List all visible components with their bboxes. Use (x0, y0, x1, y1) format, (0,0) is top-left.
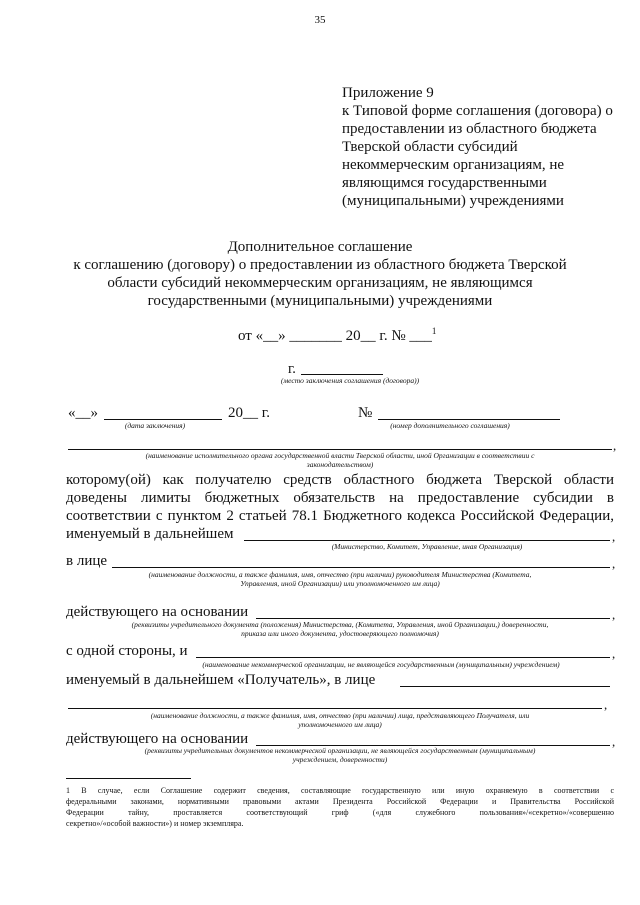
date-caption: (дата заключения) (124, 421, 186, 430)
appendix-line: некоммерческим организациям, не (342, 157, 565, 173)
basis-one-label: действующего на основании (66, 604, 249, 620)
date-year: 20__ г. (228, 405, 270, 421)
comma: , (612, 646, 616, 661)
agreement-number-line (238, 326, 436, 345)
comma: , (612, 734, 616, 749)
recipient-person-field-continued[interactable] (68, 708, 602, 709)
recipient-label: именуемый в дальнейшем «Получатель», в лице (66, 672, 376, 688)
basis-two-label: действующего на основании (66, 731, 249, 747)
title-line: Дополнительное соглашение (227, 239, 413, 255)
side-one-caption: (наименование некоммерческой организации, не являющейся государственным (муниципальным) учреждением) (202, 660, 560, 669)
comma: , (604, 697, 608, 712)
place-field[interactable] (301, 374, 383, 375)
comma: , (612, 556, 616, 571)
caption-line: (наименование должности, а также фамилия, имя, отчество (при наличии) лица, представляющего Получателя, или (150, 711, 530, 720)
basis-one-field[interactable] (256, 618, 610, 619)
caption-line: уполномоченного им лица) (298, 720, 382, 729)
title-line: области субсидий некоммерческим организациям, не являющимся (107, 275, 533, 291)
paragraph-line: которому(ой) как получателю средств областного бюджета Тверской области (66, 472, 614, 488)
caption-line: (наименование исполнительного органа государственной власти Тверской области, иной Организации в соответствии с (145, 451, 535, 460)
basis-two-caption (66, 746, 614, 764)
agreement-number-field[interactable] (378, 419, 560, 420)
caption-line: Управления, иной Организации) или уполномоченного им лица) (240, 579, 440, 588)
authority-field[interactable] (68, 449, 612, 450)
paragraph-line: соответствии с пунктом 2 статьей 78.1 Бюджетного кодекса Российской Федерации, (66, 508, 614, 524)
date-field[interactable] (104, 419, 222, 420)
caption-line: (реквизиты учредительных документов некоммерческой организации, не являющейся государственным (муниципальным) (144, 746, 536, 755)
appendix-line: к Типовой форме соглашения (договора) о (342, 103, 613, 119)
appendix-line: (муниципальными) учреждениями (342, 193, 564, 209)
named-caption: (Министерство, Комитет, Управление, иная Организация) (331, 542, 523, 551)
footnote (66, 785, 614, 829)
comma: , (612, 607, 616, 622)
recipient-person-field[interactable] (400, 686, 610, 687)
named-label: именуемый в дальнейшем (66, 526, 234, 542)
caption-line: приказа или иного документа, удостоверяющего полномочия) (241, 629, 439, 638)
authority-caption (66, 451, 614, 469)
title-line: государственными (муниципальными) учреждениями (147, 293, 493, 309)
caption-line: (наименование должности, а также фамилия, имя, отчество (при наличии) руководителя Министерства (Комитета, (148, 570, 532, 579)
organization-field[interactable] (196, 657, 610, 658)
basis-one-caption (66, 620, 614, 638)
appendix-line: предоставлении из областного бюджета (342, 121, 597, 137)
date-day-quote: «__» (68, 405, 98, 421)
person-caption (66, 570, 614, 588)
comma: , (612, 529, 616, 544)
appendix-line: Приложение 9 (342, 85, 434, 101)
caption-line: законодательством) (306, 460, 374, 469)
recipient-caption (66, 711, 614, 729)
document-title (0, 238, 640, 310)
caption-line: (реквизиты учредительного документа (положения) Министерства, (Комитета, Управления, иной Организации,) доверенности, (131, 620, 549, 629)
caption-line: учреждением, доверенности) (292, 755, 388, 764)
page-number: 35 (314, 14, 326, 26)
number-line-text: от «__» _______ 20__ г. № ___ (238, 328, 432, 344)
named-field[interactable] (244, 540, 610, 541)
paragraph-recipient-budget (66, 471, 614, 525)
place-caption: (место заключения соглашения (договора)) (280, 376, 420, 385)
person-label: в лице (66, 553, 108, 569)
comma: , (613, 438, 617, 453)
appendix-block (342, 84, 613, 210)
place-prefix: г. (288, 361, 296, 377)
number-caption: (номер дополнительного соглашения) (390, 421, 510, 430)
footnote-line: Федерации тайну, проставляется соответствующий гриф («для служебного пользования»/«секретно»/«совершенно (66, 808, 614, 817)
person-field[interactable] (112, 567, 610, 568)
title-line: к соглашению (договору) о предоставлении из областного бюджета Тверской (73, 257, 567, 273)
appendix-line: являющимся государственными (342, 175, 547, 191)
footnote-line: секретно»/«особой важности») и номер экземпляра. (66, 819, 244, 828)
footnote-separator (66, 778, 191, 779)
footnote-mark: 1 (431, 326, 437, 336)
number-sign: № (358, 405, 373, 421)
side-one-label: с одной стороны, и (66, 643, 188, 659)
footnote-line: федеральными законами, нормативными правовыми актами Президента Российской Федерации и Правительства Российской (66, 797, 614, 806)
appendix-line: Тверской области субсидий (342, 139, 518, 155)
paragraph-line: доведены лимиты бюджетных обязательств на предоставление субсидии в (66, 490, 614, 506)
footnote-line: 1 В случае, если Соглашение содержит сведения, составляющие государственную или иную охраняемую в соответствии с (66, 786, 614, 795)
